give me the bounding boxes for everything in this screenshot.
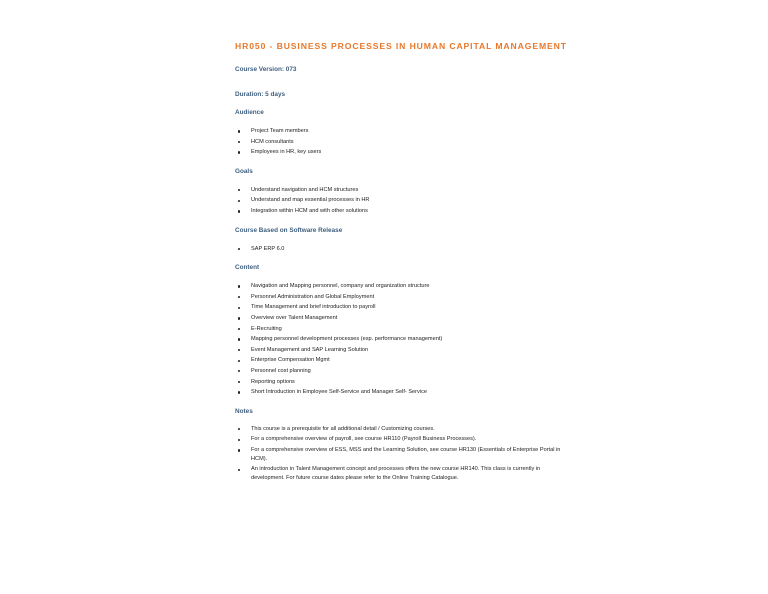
list-item: Integration within HCM and with other solutions: [235, 206, 575, 217]
list-item: Understand navigation and HCM structures: [235, 185, 575, 196]
list-item: Personnel Administration and Global Employment: [235, 292, 575, 303]
list-item: This course is a prerequisite for all additional detail / Customizing courses.: [235, 425, 575, 436]
list-item: Personnel cost planning: [235, 366, 575, 377]
release-heading: Course Based on Software Release: [235, 226, 343, 234]
list-item: Understand and map essential processes in HR: [235, 195, 575, 206]
content-heading: Content: [235, 264, 260, 272]
course-version: Course Version: 073: [235, 66, 297, 73]
list-item: Enterprise Compensation Mgmt: [235, 355, 575, 366]
list-item: Mapping personnel development processes (esp. performance management): [235, 334, 575, 345]
course-title: HR050 - BUSINESS PROCESSES IN HUMAN CAPITAL MANAGEMENT: [235, 41, 567, 51]
list-item: E-Recruiting: [235, 324, 575, 335]
list-item: Overview over Talent Management: [235, 313, 575, 324]
list-item: SAP ERP 6.0: [235, 244, 575, 255]
list-item: Event Management and SAP Learning Solution: [235, 345, 575, 356]
course-duration: Duration: 5 days: [235, 91, 286, 98]
audience-heading: Audience: [235, 109, 264, 116]
goals-heading: Goals: [235, 167, 253, 175]
list-item: For a comprehensive overview of ESS, MSS and the Learning Solution, see course HR130 (Essentials of Enterprise Portal in HCM).: [235, 446, 575, 466]
release-list: [235, 244, 575, 255]
course-description: [235, 41, 575, 485]
notes-heading: Notes: [235, 407, 253, 415]
content-list: [235, 281, 575, 398]
list-item: An introduction in Talent Management concept and processes offers the new course HR140. This class is currently in development. For future course dates please refer to the Online Training Catalogue.: [235, 465, 575, 485]
list-item: Short Introduction in Employee Self-Service and Manager Self- Service: [235, 387, 575, 398]
goals-list: [235, 185, 575, 217]
list-item: Reporting options: [235, 377, 575, 388]
list-item: Navigation and Mapping personnel, company and organization structure: [235, 281, 575, 292]
list-item: Project Team members: [235, 126, 575, 137]
audience-list: [235, 126, 575, 158]
notes-list: [235, 425, 575, 485]
list-item: For a comprehensive overview of payroll, see course HR110 (Payroll Business Processes).: [235, 435, 575, 446]
list-item: HCM consultants: [235, 137, 575, 148]
list-item: Time Management and brief introduction to payroll: [235, 302, 575, 313]
list-item: Employees in HR, key users: [235, 147, 575, 158]
